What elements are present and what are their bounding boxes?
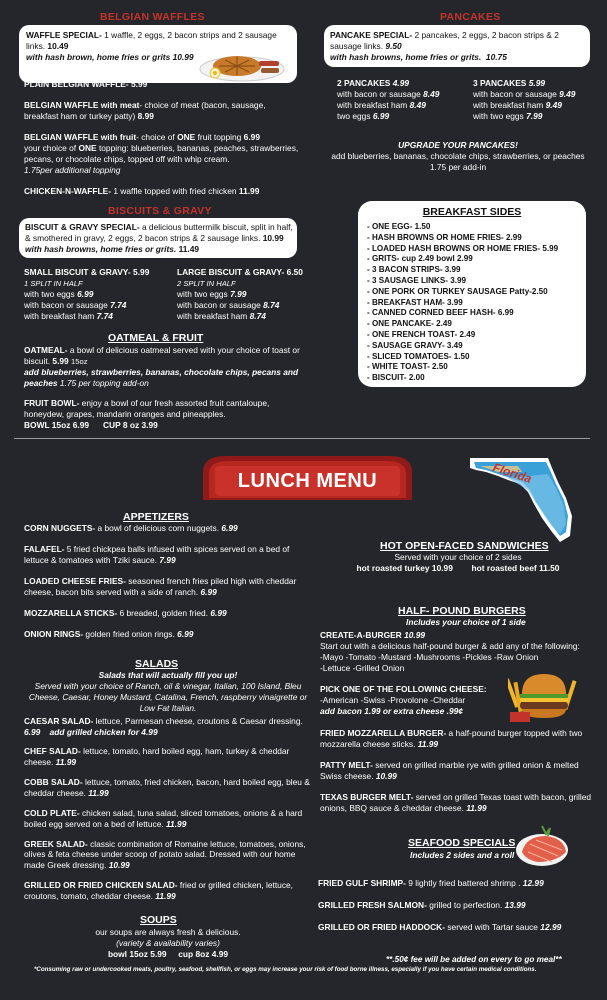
- waffle-fruit-one-2: ONE: [78, 142, 97, 153]
- salads-title: SALADS: [135, 658, 179, 670]
- large-biscuit: [177, 267, 307, 322]
- burger-item: [320, 728, 592, 750]
- waffle-special-desc: 1 waffle, 2 eggs, 2 bacon strips and 2 sausage links.: [26, 30, 277, 51]
- waffle-special-price: 10.49: [47, 40, 69, 51]
- two-pancakes-ham: with breakfast ham: [337, 99, 408, 110]
- burger-item-price: 11.99: [417, 738, 439, 749]
- side-item: - BREAKFAST HAM- 3.99: [367, 297, 463, 307]
- waffle-fruit-line2b: topping: blueberries, bananas, peaches, strawberries, pecans, or chocolate chips, topped off with whip cream.: [24, 142, 299, 164]
- appetizer-item-name: LOADED CHEESE FRIES-: [24, 575, 126, 586]
- side-item: - CANNED CORNED BEEF HASH- 6.99: [367, 308, 514, 318]
- seafood-item-price: 13.99: [504, 899, 526, 910]
- waffle-special-name: WAFFLE SPECIAL-: [26, 30, 102, 40]
- salad-item: [24, 777, 314, 799]
- appetizer-item: [24, 629, 314, 640]
- appetizer-item-name: FALAFEL-: [24, 543, 65, 554]
- section-divider: [14, 438, 590, 439]
- salad-item-desc: lettuce, tomato, fried chicken, bacon, hard boiled egg, bleu & cheddar cheese.: [24, 776, 310, 798]
- toppings-line1: -Mayo -Tomato -Mustard -Mushrooms -Pickles -Raw Onion: [320, 651, 539, 662]
- burger-item-desc: served on grilled marble rye with grilled onion & melted Swiss cheese.: [320, 759, 579, 781]
- small-biscuit-price: 5.99: [133, 267, 150, 277]
- cheese-block: [320, 684, 510, 717]
- burger-item: [320, 760, 592, 782]
- small-biscuit-bacon-price: 7.74: [110, 299, 127, 310]
- three-pancakes-bacon-price: 9.49: [559, 88, 576, 99]
- cheese-title: PICK ONE OF THE FOLLOWING CHEESE:: [320, 684, 487, 694]
- two-pancakes-ham-price: 8.49: [409, 99, 426, 110]
- appetizer-item: [24, 576, 314, 598]
- oatmeal-add-price: 1.75 per topping add-on: [59, 377, 149, 388]
- salads-intro: [24, 670, 312, 714]
- waffle-special-box: [19, 25, 297, 83]
- oatmeal-add: add blueberries, strawberries, bananas, chocolate chips, pecans and peaches: [24, 366, 299, 388]
- caesar-add: add grilled chicken for 4.99: [49, 726, 158, 737]
- two-pancakes-price: 4.99: [392, 78, 410, 88]
- three-pancakes-price: 5.99: [528, 78, 546, 88]
- salad-item-price: 11.99: [55, 756, 77, 767]
- large-biscuit-name: LARGE BISCUIT & GRAVY-: [177, 267, 285, 277]
- upgrade-title: UPGRADE YOUR PANCAKES!: [398, 140, 518, 150]
- sandwiches-block: [322, 552, 594, 574]
- fruit-bowl-bowl: BOWL 15oz 6.99: [24, 419, 90, 430]
- seafood-item-name: FRIED GULF SHRIMP-: [318, 878, 406, 888]
- seafood-item-price: 12.99: [540, 921, 562, 932]
- side-item: - ONE PORK OR TURKEY SAUSAGE Patty-2.50: [367, 286, 548, 296]
- seafood-item: [318, 922, 594, 933]
- caesar-price: 6.99: [24, 726, 41, 737]
- salad-item-price: 11.99: [166, 818, 187, 829]
- waffle-meat-name: BELGIAN WAFFLE with meat: [24, 100, 140, 110]
- salmon-image: [512, 822, 572, 870]
- appetizer-item: [24, 523, 314, 534]
- appetizer-item-price: 7.99: [159, 554, 176, 565]
- oatmeal-title: OATMEAL & FRUIT: [108, 332, 204, 344]
- burger-fries-image: [508, 668, 578, 724]
- soups-desc: our soups are always fresh & delicious.: [95, 927, 241, 937]
- waffle-fruit-price: 6.99: [243, 132, 260, 142]
- biscuit-special-desc: a delicious buttermilk biscuit, split in half, & smothered in gravy, 2 eggs, 2 bacon strips & 2 sausage links.: [25, 222, 293, 243]
- lunch-menu-title: LUNCH MENU: [237, 470, 378, 492]
- appetizer-item-desc: seasoned french fries piled high with cheddar cheese, bacon bits served with a side of ranch.: [24, 575, 297, 597]
- biscuit-special-name: BISCUIT & GRAVY SPECIAL-: [25, 222, 140, 232]
- small-biscuit-ham-price: 7.74: [96, 310, 113, 321]
- pancake-special-name: PANCAKE SPECIAL-: [330, 30, 413, 40]
- burger-item-name: FRIED MOZZARELLA BURGER-: [320, 728, 447, 738]
- appetizer-item-name: ONION RINGS-: [24, 628, 84, 639]
- sandwich-beef: hot roasted beef 11.50: [471, 562, 560, 573]
- salad-item-desc: lettuce, tomato, hard boiled egg, ham, turkey & cheddar cheese.: [24, 746, 290, 767]
- fruit-bowl-cup: CUP 8 oz 3.99: [102, 419, 158, 430]
- appetizer-item-desc: 5 fried chickpea balls infused with spices served on a bed of lettuce & tomatoes with Tziki sauce.: [24, 543, 290, 565]
- soups-variety: (variety & availability varies): [116, 937, 220, 948]
- toppings-line2: -Lettuce -Grilled Onion: [320, 662, 405, 673]
- waffle-fruit: [24, 132, 302, 176]
- salad-item-price: 11.99: [88, 787, 109, 798]
- waffle-meat-desc: - choice of meat (bacon, sausage, breakfast ham or turkey patty): [24, 100, 266, 121]
- appetizer-item-desc: 6 breaded, golden fried.: [117, 607, 211, 618]
- small-biscuit-bacon: with bacon or sausage: [24, 299, 108, 310]
- appetizers-list: [24, 523, 314, 649]
- three-pancakes-eggs-price: 7.99: [526, 110, 543, 121]
- large-biscuit-ham: with breakfast ham: [177, 310, 248, 321]
- appetizer-item-desc: golden fried onion rings.: [83, 628, 178, 639]
- two-pancakes-name: 2 PANCAKES: [337, 78, 391, 88]
- burgers-title: HALF- POUND BURGERS: [398, 605, 526, 617]
- three-pancakes-eggs: with two eggs: [473, 110, 524, 121]
- burger-item-price: 10.99: [375, 770, 397, 781]
- appetizers-title: APPETIZERS: [123, 511, 189, 523]
- burger-item: [320, 792, 592, 814]
- waffle-fruit-one: ONE: [177, 132, 196, 142]
- appetizer-item: [24, 544, 314, 566]
- oatmeal-item: [24, 345, 304, 389]
- waffle-fruit-desc1: - choice of: [136, 132, 178, 142]
- salad-item-name: GRILLED OR FRIED CHICKEN SALAD-: [24, 880, 178, 891]
- seafood-item: [318, 878, 594, 889]
- sides-title: BREAKFAST SIDES: [422, 206, 522, 218]
- seafood-sub: [410, 850, 514, 861]
- burger-item-desc: served on grilled Texas toast with bacon, grilled onions, BBQ sauce & cheddar cheese.: [320, 791, 592, 813]
- large-biscuit-eggs-price: 7.99: [230, 288, 247, 299]
- food-warning: *Consuming raw or undercooked meats, poultry, seafood, shellfish, or eggs may increase your risk of food borne illness, especially if you have certain medical conditions.: [34, 966, 537, 973]
- salad-item-name: GREEK SALAD-: [24, 838, 88, 849]
- breakfast-sides-box: [358, 201, 586, 387]
- oatmeal-price: 5.99: [52, 355, 69, 366]
- chicken-waffle-name: CHICKEN-N-WAFFLE-: [24, 186, 111, 196]
- create-desc: Start out with a delicious half-pound burger & add any of the following:: [320, 640, 580, 651]
- small-biscuit: [24, 267, 174, 322]
- side-item: - ONE FRENCH TOAST- 2.49: [367, 329, 476, 339]
- side-item: - SLICED TOMATOES- 1.50: [367, 351, 470, 361]
- sides-list: [367, 222, 585, 384]
- pancake-special-price: 9.50: [385, 40, 402, 51]
- soups-bowl: bowl 15oz 5.99: [107, 948, 167, 959]
- small-biscuit-split: 1 SPLIT IN HALF: [24, 278, 83, 288]
- sandwich-turkey: hot roasted turkey 10.99: [356, 562, 453, 573]
- three-pancakes-name: 3 PANCAKES: [473, 78, 527, 88]
- large-biscuit-eggs: with two eggs: [177, 288, 228, 299]
- create-price: 10.99: [404, 630, 426, 640]
- burger-item-desc: a half-pound burger topped with two mozzarella cheese sticks.: [320, 728, 583, 749]
- salad-item-name: COLD PLATE-: [24, 807, 80, 818]
- appetizer-item: [24, 608, 314, 619]
- side-item: - BISCUIT- 2.00: [367, 373, 425, 383]
- seafood-list: [318, 878, 594, 944]
- pancake-special-with: with hash browns, home fries or grits.: [330, 51, 482, 62]
- seafood-item-desc: grilled to perfection.: [426, 899, 505, 910]
- burger-item-price: 11.99: [466, 802, 487, 813]
- appetizer-item-price: 6.99: [200, 586, 217, 597]
- biscuit-special-with-price: 11.49: [178, 243, 200, 254]
- appetizer-item-price: 6.99: [177, 628, 194, 639]
- seafood-item-desc: served with Tartar sauce: [445, 921, 541, 932]
- fruit-bowl-desc: enjoy a bowl of our fresh assorted fruit cantaloupe, honeydew, grapes, mandarin oranges and pineapples.: [24, 398, 270, 419]
- two-pancakes-eggs-price: 6.99: [372, 110, 390, 121]
- upgrade-pancakes: [322, 140, 594, 173]
- waffle-special-with: with hash brown, home fries or grits 10.99: [26, 51, 194, 62]
- burgers-sub-text: Includes your choice of 1 side: [406, 617, 526, 627]
- soups-cup: cup 8oz 4.99: [178, 948, 229, 959]
- waffle-fruit-extra: 1.75per additional topping: [24, 164, 121, 175]
- seafood-item-name: GRILLED FRESH SALMON-: [318, 899, 427, 910]
- seafood-item-desc: 9 lightly fried battered shrimp .: [405, 878, 523, 888]
- side-item: - GRITS- cup 2.49 bowl 2.99: [367, 254, 473, 264]
- salad-item-desc: classic combination of Romaine lettuce, tomatoes, onions, olives & feta cheese under scoop of potato salad. Dressed with our home made Greek dressing.: [24, 838, 306, 871]
- large-biscuit-price: 6.50: [286, 267, 303, 277]
- biscuit-special-box: [19, 218, 297, 258]
- three-pancakes-ham: with breakfast ham: [473, 99, 544, 110]
- seafood-item: [318, 900, 594, 911]
- fruit-bowl: [24, 398, 304, 431]
- salad-item: [24, 880, 314, 902]
- small-biscuit-eggs: with two eggs: [24, 288, 75, 299]
- plain-waffle-name: PLAIN BELGIAN WAFFLE-: [24, 79, 129, 89]
- salad-item-desc: fried or grilled chicken, lettuce, croutons, tomato, cheddar cheese.: [24, 880, 293, 902]
- small-biscuit-ham: with breakfast ham: [24, 310, 95, 321]
- burgers-list: [320, 728, 592, 824]
- chicken-waffle: [24, 186, 259, 197]
- burger-item-name: TEXAS BURGER MELT-: [320, 791, 414, 802]
- upgrade-price: 1.75 per add-in: [429, 161, 487, 172]
- large-biscuit-split: 2 SPLIT IN HALF: [177, 278, 236, 288]
- two-pancakes-bacon: with bacon or sausage: [337, 88, 421, 99]
- caesar-name: CAESAR SALAD-: [24, 716, 94, 726]
- appetizer-item-price: 6.99: [210, 607, 227, 618]
- side-item: - LOADED HASH BROWNS OR HOME FRIES- 5.99: [367, 243, 559, 253]
- burger-item-name: PATTY MELT-: [320, 759, 373, 770]
- seafood-sub-text: Includes 2 sides and a roll: [410, 850, 515, 860]
- chicken-waffle-price: 11.99: [238, 186, 260, 196]
- appetizer-item-name: CORN NUGGETS-: [24, 523, 96, 533]
- salad-item: [24, 839, 314, 872]
- waffles-title: BELGIAN WAFFLES: [100, 11, 205, 23]
- oatmeal-size: 15oz: [71, 356, 88, 366]
- side-item: - HASH BROWNS OR HOME FRIES- 2.99: [367, 232, 522, 242]
- sandwiches-title: HOT OPEN-FACED SANDWICHES: [380, 540, 549, 552]
- salads-dressings: Served with your choice of Ranch, oil & vinegar, Italian, 100 Island, Bleu Cheese, Caesar, Honey Mustard, Catalina, French, raspberry vinaigrette or Low Fat Italian.: [28, 680, 308, 713]
- salad-item: [24, 746, 314, 768]
- appetizer-item-name: MOZZARELLA STICKS-: [24, 607, 118, 618]
- side-item: - WHITE TOAST- 2.50: [367, 362, 448, 372]
- biscuit-special-with: with hash browns, home fries or grits.: [25, 243, 177, 254]
- salad-item: [24, 808, 314, 830]
- appetizer-item-desc: a bowl of delicious corn nuggets.: [95, 523, 222, 533]
- two-pancakes: [337, 78, 467, 122]
- oatmeal-desc: a bowl of delicious oatmeal served with your choice of toast or biscuit.: [24, 345, 300, 366]
- side-item: - 3 SAUSAGE LINKS- 3.99: [367, 275, 466, 285]
- salads-tagline: Salads that will actually fill you up!: [98, 670, 238, 680]
- salad-item-name: CHEF SALAD-: [24, 746, 81, 756]
- pancake-special-with-price: 10.75: [485, 51, 507, 62]
- two-pancakes-eggs: two eggs: [337, 110, 371, 121]
- biscuits-title: BISCUITS & GRAVY: [108, 205, 212, 217]
- three-pancakes-bacon: with bacon or sausage: [473, 88, 557, 99]
- soups-title: SOUPS: [140, 914, 177, 926]
- waffle-meat-price: 8.99: [137, 110, 154, 121]
- salad-item-price: 10.99: [108, 860, 130, 871]
- waffle-fruit-line2a: your choice of: [24, 142, 79, 153]
- caesar-salad: [24, 716, 314, 738]
- pancakes-title: PANCAKES: [440, 11, 501, 23]
- two-pancakes-bacon-price: 8.49: [423, 88, 440, 99]
- salads-list: [24, 746, 314, 911]
- sandwiches-sub: Served with your choice of 2 sides: [394, 552, 522, 562]
- oatmeal-name: OATMEAL-: [24, 345, 68, 355]
- salad-item-name: COBB SALAD-: [24, 776, 83, 787]
- cheese-add: add bacon 1.99 or extra cheese .99¢: [320, 705, 463, 716]
- salad-item-desc: chicken salad, tuna salad, sliced tomatoes, onions & a hard boiled egg served on a bed of lettuce.: [24, 807, 303, 829]
- side-item: - SAUSAGE GRAVY- 3.49: [367, 340, 463, 350]
- side-item: - ONE EGG- 1.50: [367, 222, 431, 231]
- side-item: - ONE PANCAKE- 2.49: [367, 319, 452, 329]
- biscuit-special-price: 10.99: [262, 232, 284, 243]
- burgers-sub: [406, 617, 526, 628]
- upgrade-desc: add blueberries, bananas, chocolate chips, strawberries, or peaches: [331, 150, 585, 161]
- small-biscuit-eggs-price: 6.99: [77, 288, 94, 299]
- soups-block: [24, 927, 312, 960]
- pancake-special-box: [324, 25, 590, 67]
- three-pancakes-ham-price: 9.49: [545, 99, 562, 110]
- salad-item-price: 11.99: [155, 891, 176, 902]
- large-biscuit-bacon-price: 8.74: [263, 299, 280, 310]
- seafood-item-name: GRILLED OR FRIED HADDOCK-: [318, 921, 446, 932]
- side-item: - 3 BACON STRIPS- 3.99: [367, 265, 461, 275]
- waffle-meat: [24, 100, 302, 122]
- plain-waffle-price: 5.99: [131, 79, 148, 89]
- togo-fee: **.50¢ fee will be added on every to go meal**: [386, 955, 562, 964]
- appetizer-item-price: 6.99: [221, 523, 238, 533]
- chicken-waffle-desc: 1 waffle topped with fried chicken: [111, 186, 239, 196]
- caesar-desc: lettuce, Parmesan cheese, croutons & Caesar dressing.: [93, 716, 303, 726]
- waffle-plate-image: [197, 49, 292, 83]
- large-biscuit-ham-price: 8.74: [249, 310, 266, 321]
- fruit-bowl-name: FRUIT BOWL-: [24, 398, 80, 408]
- cheese-line: -American -Swiss -Provolone -Cheddar: [320, 694, 466, 705]
- florida-label: Florida: [491, 460, 534, 486]
- three-pancakes: [473, 78, 603, 122]
- large-biscuit-bacon: with bacon or sausage: [177, 299, 261, 310]
- create-name: CREATE-A-BURGER: [320, 630, 402, 640]
- pancake-special-desc: 2 pancakes, 2 eggs, 2 bacon strips & 2 sausage links.: [330, 30, 559, 51]
- florida-map-image: [468, 454, 576, 546]
- waffle-fruit-name: BELGIAN WAFFLE with fruit: [24, 132, 137, 142]
- seafood-item-price: 12.99: [522, 878, 544, 888]
- seafood-title: SEAFOOD SPECIALS: [408, 837, 516, 849]
- small-biscuit-name: SMALL BISCUIT & GRAVY-: [24, 267, 131, 277]
- plain-waffle: [24, 79, 147, 90]
- waffle-fruit-desc2: fruit topping: [195, 132, 244, 142]
